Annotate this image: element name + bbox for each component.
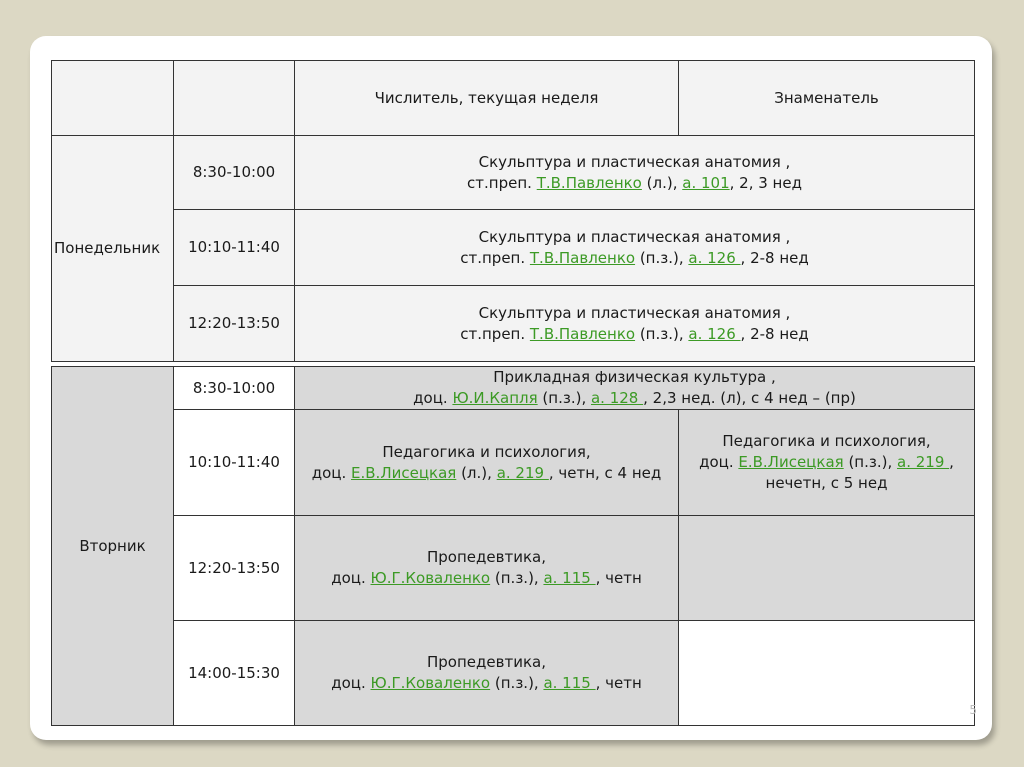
teacher-link[interactable]: Ю.И.Капля bbox=[452, 389, 538, 407]
lesson-prefix: доц. bbox=[311, 463, 352, 482]
day-label-monday: Понедельник bbox=[54, 239, 161, 257]
room-link[interactable]: а. 219 bbox=[496, 463, 549, 482]
lesson-prefix: доц. bbox=[413, 389, 453, 407]
lesson-type: (п.з.), bbox=[843, 453, 897, 471]
lesson-prefix: ст.преп. bbox=[460, 324, 530, 343]
lesson-text bbox=[460, 227, 809, 269]
lesson-type: (п.з.), bbox=[537, 389, 591, 407]
lesson-cell bbox=[294, 366, 975, 410]
lesson-subject: Пропедевтика, bbox=[427, 548, 546, 566]
lesson-text bbox=[331, 547, 642, 589]
room-link[interactable]: а. 128 bbox=[590, 389, 644, 407]
time-label: 10:10-11:40 bbox=[188, 238, 280, 256]
room-link[interactable]: а. 101 bbox=[682, 173, 730, 192]
lesson-weeks: , 2-8 нед bbox=[740, 324, 809, 343]
time-cell bbox=[173, 285, 295, 362]
day-monday bbox=[51, 135, 174, 362]
teacher-link[interactable]: Е.В.Лисецкая bbox=[351, 463, 457, 482]
lesson-text bbox=[413, 367, 856, 409]
lesson-subject: Педагогика и психология, bbox=[382, 442, 591, 461]
teacher-link[interactable]: Т.В.Павленко bbox=[529, 324, 636, 343]
lesson-cell-numerator bbox=[294, 620, 679, 726]
lesson-text bbox=[460, 303, 809, 345]
teacher-link[interactable]: Ю.Г.Коваленко bbox=[370, 674, 491, 692]
lesson-cell bbox=[294, 135, 975, 210]
room-link[interactable]: а. 115 bbox=[543, 674, 596, 692]
lesson-weeks: , 2, 3 нед bbox=[729, 173, 802, 192]
teacher-link[interactable]: Т.В.Павленко bbox=[536, 173, 642, 192]
lesson-type: (л.), bbox=[641, 173, 683, 192]
day-tuesday bbox=[51, 366, 174, 726]
lesson-prefix: ст.преп. bbox=[467, 173, 537, 192]
header-numerator-cell bbox=[294, 60, 679, 136]
lesson-cell-numerator bbox=[294, 409, 679, 516]
time-label: 8:30-10:00 bbox=[192, 378, 276, 397]
room-link[interactable]: а. 126 bbox=[688, 248, 741, 267]
lesson-cell-denominator bbox=[678, 409, 975, 516]
lesson-weeks: , четн bbox=[595, 569, 642, 587]
lesson-weeks: , 2-8 нед bbox=[740, 248, 809, 267]
lesson-type: (п.з.), bbox=[490, 569, 544, 587]
lesson-prefix: ст.преп. bbox=[460, 248, 530, 267]
lesson-weeks: , нечетн, с 5 нед bbox=[765, 453, 954, 492]
teacher-link[interactable]: Ю.Г.Коваленко bbox=[370, 569, 491, 587]
time-cell bbox=[173, 620, 295, 726]
lesson-prefix: доц. bbox=[331, 569, 371, 587]
lesson-subject: Пропедевтика, bbox=[427, 653, 546, 671]
lesson-type: (п.з.), bbox=[490, 674, 544, 692]
time-cell bbox=[173, 515, 295, 621]
time-label: 12:20-13:50 bbox=[188, 558, 280, 577]
page-number: 5 bbox=[969, 703, 977, 717]
lesson-weeks: , 2,3 нед. (л), с 4 нед – (пр) bbox=[643, 389, 856, 407]
lesson-prefix: доц. bbox=[331, 674, 371, 692]
header-denominator: Знаменатель bbox=[774, 88, 879, 107]
lesson-subject: Скульптура и пластическая анатомия , bbox=[478, 152, 791, 171]
lesson-text bbox=[697, 431, 956, 494]
lesson-text bbox=[312, 442, 662, 484]
lesson-type: (п.з.), bbox=[635, 248, 689, 267]
lesson-text bbox=[331, 652, 642, 694]
time-cell bbox=[173, 209, 295, 286]
teacher-link[interactable]: Е.В.Лисецкая bbox=[738, 453, 844, 471]
time-label: 8:30-10:00 bbox=[192, 163, 276, 181]
header-day-cell bbox=[51, 60, 174, 136]
time-cell bbox=[173, 135, 295, 210]
lesson-cell-denominator-empty bbox=[678, 515, 975, 621]
lesson-cell bbox=[294, 209, 975, 286]
header-time-cell bbox=[173, 60, 295, 136]
room-link[interactable]: а. 219 bbox=[897, 453, 950, 471]
lesson-cell-denominator-empty bbox=[678, 620, 975, 726]
lesson-subject: Скульптура и пластическая анатомия , bbox=[478, 227, 791, 246]
lesson-cell-numerator bbox=[294, 515, 679, 621]
header-numerator: Числитель, текущая неделя bbox=[374, 88, 599, 107]
time-label: 12:20-13:50 bbox=[188, 314, 280, 332]
day-label-tuesday: Вторник bbox=[79, 536, 146, 555]
lesson-subject: Педагогика и психология, bbox=[722, 432, 931, 450]
lesson-weeks: , четн bbox=[595, 674, 642, 692]
lesson-text bbox=[467, 152, 802, 194]
header-denominator-cell bbox=[678, 60, 975, 136]
lesson-subject: Прикладная физическая культура , bbox=[493, 368, 776, 386]
time-label: 10:10-11:40 bbox=[188, 453, 280, 471]
room-link[interactable]: а. 126 bbox=[688, 324, 741, 343]
lesson-weeks: , четн, с 4 нед bbox=[548, 463, 662, 482]
teacher-link[interactable]: Т.В.Павленко bbox=[529, 248, 636, 267]
lesson-type: (п.з.), bbox=[635, 324, 689, 343]
lesson-cell bbox=[294, 285, 975, 362]
lesson-subject: Скульптура и пластическая анатомия , bbox=[478, 303, 791, 322]
lesson-type: (л.), bbox=[456, 463, 497, 482]
lesson-prefix: доц. bbox=[699, 453, 739, 471]
time-cell bbox=[173, 366, 295, 410]
time-cell bbox=[173, 409, 295, 516]
room-link[interactable]: а. 115 bbox=[543, 569, 596, 587]
time-label: 14:00-15:30 bbox=[188, 663, 280, 682]
